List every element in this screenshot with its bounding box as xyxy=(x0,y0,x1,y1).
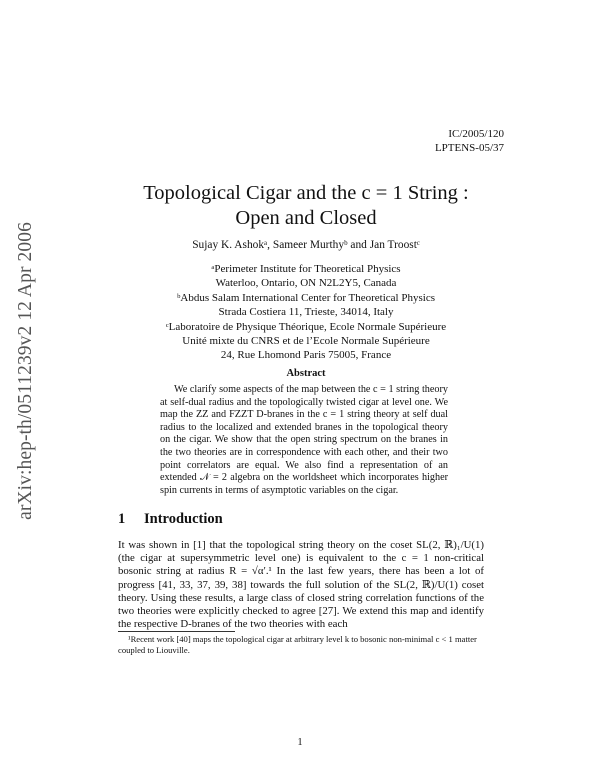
abstract-heading: Abstract xyxy=(286,368,326,379)
report-number: LPTENS-05/37 xyxy=(434,142,504,154)
arxiv-identifier: arXiv:hep-th/0511239v2 12 Apr 2006 xyxy=(15,222,36,520)
abstract-text: We clarify some aspects of the map between the c = 1 string theory at self-dual radius and the topologically twisted cigar at level one. We map the ZZ and FZZT D-branes in the c = 1 string theory at self dual radius to the localized and extended branes in the topological theory on the cigar. We show that the open string spectrum on the branes in the two theories are in correspondence with each other, and their two point correlators are equal. We also find a representation of an extended 𝒩 = 2 algebra on the worldsheet which incorporates higher spin currents in terms of asymptotic variables on the cigar. xyxy=(160,384,448,496)
section-title: Introduction xyxy=(144,511,223,527)
affiliation-line: ᵇAbdus Salam International Center for Theoretical Physics xyxy=(177,291,435,304)
page-number: 1 xyxy=(297,737,303,748)
footnote-rule xyxy=(118,631,235,632)
title-line: Open and Closed xyxy=(235,207,377,229)
affiliation-line: ᵃPerimeter Institute for Theoretical Physics xyxy=(211,263,401,275)
author-list: Sujay K. Ashokᵃ, Sameer Murthyᵇ and Jan Troostᶜ xyxy=(192,239,420,251)
body-paragraph: It was shown in [1] that the topological string theory on the coset SL(2, ℝ)₁/U(1) (the cigar at supersymmetric level one) is equivalent to the c = 1 non-critical bosonic string at radius R = √α′.¹ In the last few years, there has been a lot of progress [41, 33, 37, 39, 38] towards the full solution of the SL(2, ℝ)/U(1) coset theory. Using these results, a large class of closed string correlation functions of the two theories were explicitly checked to agree [27]. We extend this map and identify the respective D-branes of the two theories with each xyxy=(118,539,484,631)
section-number: 1 xyxy=(118,511,126,527)
section-heading xyxy=(118,511,223,528)
title-line: Topological Cigar and the c = 1 String : xyxy=(143,182,469,204)
report-number: IC/2005/120 xyxy=(448,128,504,140)
footnote: ¹Recent work [40] maps the topological cigar at arbitrary level k to bosonic non-minimal c < 1 matter coupled to Liouville. xyxy=(118,634,477,655)
affiliation-line: Unité mixte du CNRS et de l’Ecole Normale Supérieure xyxy=(182,335,430,348)
affiliation-line: ᶜLaboratoire de Physique Théorique, Ecole Normale Supérieure xyxy=(165,320,447,333)
arxiv-sidebar-stamp xyxy=(6,206,46,536)
affiliations xyxy=(96,262,516,363)
affiliation-line: Strada Costiera 11, Trieste, 34014, Italy xyxy=(218,306,394,319)
affiliation-line: 24, Rue Lhomond Paris 75005, France xyxy=(220,349,392,362)
paper-title xyxy=(96,181,516,231)
report-numbers xyxy=(435,127,504,155)
affiliation-line: Waterloo, Ontario, ON N2L2Y5, Canada xyxy=(215,277,397,290)
